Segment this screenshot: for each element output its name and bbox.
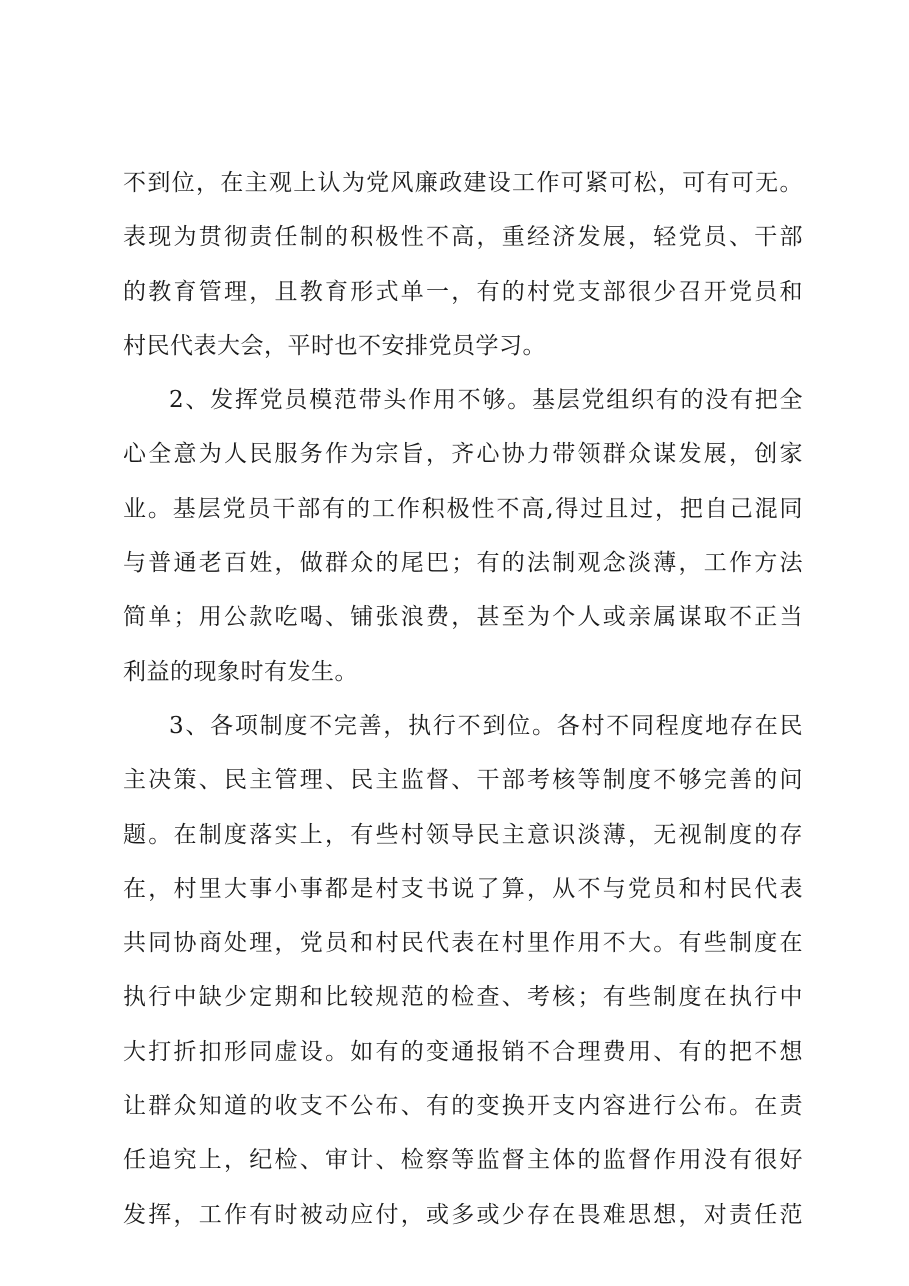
text-line: 的教育管理，且教育形式单一，有的村党支部很少召开党员和 — [123, 278, 803, 305]
paragraph-2 — [123, 373, 803, 699]
text-line: 在，村里大事小事都是村支书说了算，从不与党员和村民代表 — [123, 875, 803, 902]
text-line: 2、发挥党员模范带头作用不够。基层党组织有的没有把全 — [169, 387, 803, 414]
text-line: 任追究上，纪检、审计、检察等监督主体的监督作用没有很好 — [123, 1147, 803, 1174]
paragraph-1 — [123, 156, 803, 373]
text-line: 村民代表大会，平时也不安排党员学习。 — [123, 332, 546, 359]
text-line: 主决策、民主管理、民主监督、干部考核等制度不够完善的问 — [123, 767, 803, 794]
paragraph-3 — [123, 699, 803, 1242]
document-body — [123, 156, 803, 1242]
text-line: 不到位，在主观上认为党风廉政建设工作可紧可松，可有可无。 — [123, 170, 803, 196]
text-line: 表现为贯彻责任制的积极性不高，重经济发展，轻党员、干部 — [123, 224, 803, 251]
text-line: 题。在制度落实上，有些村领导民主意识淡薄，无视制度的存 — [123, 821, 803, 848]
text-line: 让群众知道的收支不公布、有的变换开支内容进行公布。在责 — [123, 1093, 803, 1120]
text-line: 心全意为人民服务作为宗旨，齐心协力带领群众谋发展，创家 — [123, 441, 803, 468]
text-line: 简单；用公款吃喝、铺张浪费，甚至为个人或亲属谋取不正当 — [123, 604, 803, 631]
text-line: 大打折扣形同虚设。如有的变通报销不合理费用、有的把不想 — [123, 1038, 803, 1065]
text-line: 3、各项制度不完善，执行不到位。各村不同程度地存在民 — [169, 712, 803, 739]
text-line: 业。基层党员干部有的工作积极性不高,得过且过，把自己混同 — [123, 495, 803, 522]
text-line: 与普通老百姓，做群众的尾巴；有的法制观念淡薄，工作方法 — [123, 550, 803, 577]
text-line: 发挥，工作有时被动应付，或多或少存在畏难思想，对责任范 — [123, 1201, 803, 1228]
text-line: 利益的现象时有发生。 — [123, 658, 358, 685]
text-line: 执行中缺少定期和比较规范的检查、考核；有些制度在执行中 — [123, 984, 803, 1011]
text-line: 共同协商处理，党员和村民代表在村里作用不大。有些制度在 — [123, 930, 803, 957]
